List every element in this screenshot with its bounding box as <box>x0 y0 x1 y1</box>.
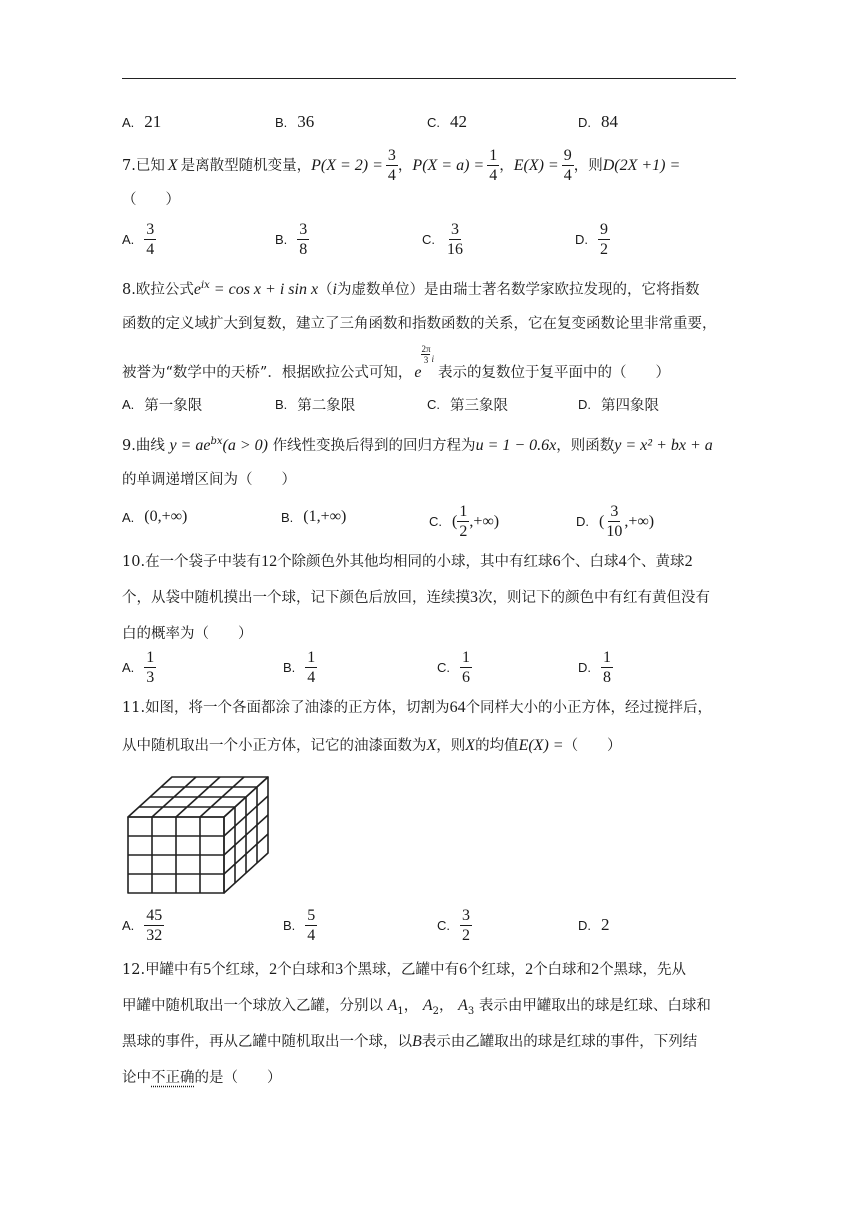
q11-line1: 11.如图，将一个各面都涂了油漆的正方体，切割为64个同样大小的小正方体，经过搅拌后， <box>122 699 713 716</box>
q10-option-d: D. $\frac{1}{8}$ <box>578 649 611 686</box>
q9-line1: 9.曲线 $y = ae^{bx}(a > 0)$ 作线性变换后得到的回归方程为u = 1 − 0.6x，则函数y = x² + bx + a <box>122 436 713 454</box>
q7-stem: 7. 已知 X 是离散型随机变量， P(X = 2) = $\frac{3}{4}$ ， P(X = a) = $\frac{1}{4}$ ， E(X) = $\frac{9}{4}$ ，则 D(2X +1) = <box>122 147 681 184</box>
q8-option-c: C. 第三象限 <box>427 397 508 414</box>
q10-line1: 10.在一个袋子中装有12个除颜色外其他均相同的小球，其中有红球6个、白球4个、黄球2 <box>122 553 693 570</box>
q9-line2: 的单调递增区间为（ ） <box>122 472 296 488</box>
q9-option-a: A. (0,+∞) <box>122 508 188 525</box>
q10-option-c: C. $\frac{1}{6}$ <box>437 649 470 686</box>
q7-paren: （ ） <box>122 192 180 208</box>
q10-line3: 白的概率为（ ） <box>122 626 253 642</box>
q12-line2: 甲罐中随机取出一个球放入乙罐，分别以 $A_1$， $A_2$， $A_3$ 表示由甲罐取出的球是红球、白球和 <box>122 997 711 1017</box>
cube-figure <box>124 773 276 901</box>
q11-option-b: B. $\frac{5}{4}$ <box>283 907 316 944</box>
q7-option-c: C. $\frac{3}{16}$ <box>422 221 463 258</box>
q6-option-b: B. 36 <box>275 112 315 131</box>
q6-option-a: A. 21 <box>122 112 162 131</box>
q9-option-c: C. ( $\frac{1}{2}$ ,+∞) <box>429 503 500 540</box>
q12-line4: 论中不正确的是（ ） <box>122 1070 282 1086</box>
q9-option-d: D. ( $\frac{3}{10}$ ,+∞) <box>576 503 655 540</box>
q10-option-a: A. $\frac{1}{3}$ <box>122 649 155 686</box>
q8-line3: 被誉为“数学中的天桥”．根据欧拉公式可知， e 2π 3 i 表示的复数位于复平面中的（ ） <box>122 344 670 381</box>
q7-option-a: A. $\frac{3}{4}$ <box>122 221 155 258</box>
q8-option-d: D. 第四象限 <box>578 397 659 414</box>
q7-option-d: D. $\frac{9}{2}$ <box>575 221 608 258</box>
q9-option-b: B. (1,+∞) <box>281 508 347 525</box>
q11-line2: 从中随机取出一个小正方体，记它的油漆面数为X，则X的均值E(X) =（ ） <box>122 737 622 754</box>
q10-line2: 个，从袋中随机摸出一个球，记下颜色后放回，连续摸3次，则记下的颜色中有红有黄但没有 <box>122 589 710 606</box>
q8-option-b: B. 第二象限 <box>275 397 356 414</box>
q8-line2: 函数的定义域扩大到复数，建立了三角函数和指数函数的关系，它在复变函数论里非常重要， <box>122 316 717 332</box>
q11-option-a: A. $\frac{45}{32}$ <box>122 907 163 944</box>
q8-option-a: A. 第一象限 <box>122 397 203 414</box>
header-rule <box>122 78 736 79</box>
q10-option-b: B. $\frac{1}{4}$ <box>283 649 316 686</box>
q12-line3: 黑球的事件，再从乙罐中随机取出一个球，以B表示由乙罐取出的球是红球的事件，下列结 <box>122 1033 698 1050</box>
q7-option-b: B. $\frac{3}{8}$ <box>275 221 308 258</box>
q6-option-d: D. 84 <box>578 112 618 131</box>
q11-option-c: C. $\frac{3}{2}$ <box>437 907 470 944</box>
q6-option-c: C. 42 <box>427 112 467 131</box>
q11-option-d: D. 2 <box>578 915 610 934</box>
q8-line1: 8.欧拉公式$e^{ix} = \cos x + i$ sin x（i为虚数单位）是由瑞士著名数学家欧拉发现的，它将指数 <box>122 280 700 298</box>
q12-line1: 12.甲罐中有5个红球，2个白球和3个黑球，乙罐中有6个红球，2个白球和2个黑球，先从 <box>122 961 687 978</box>
emphasis-not-correct: 不正确 <box>151 1070 195 1086</box>
